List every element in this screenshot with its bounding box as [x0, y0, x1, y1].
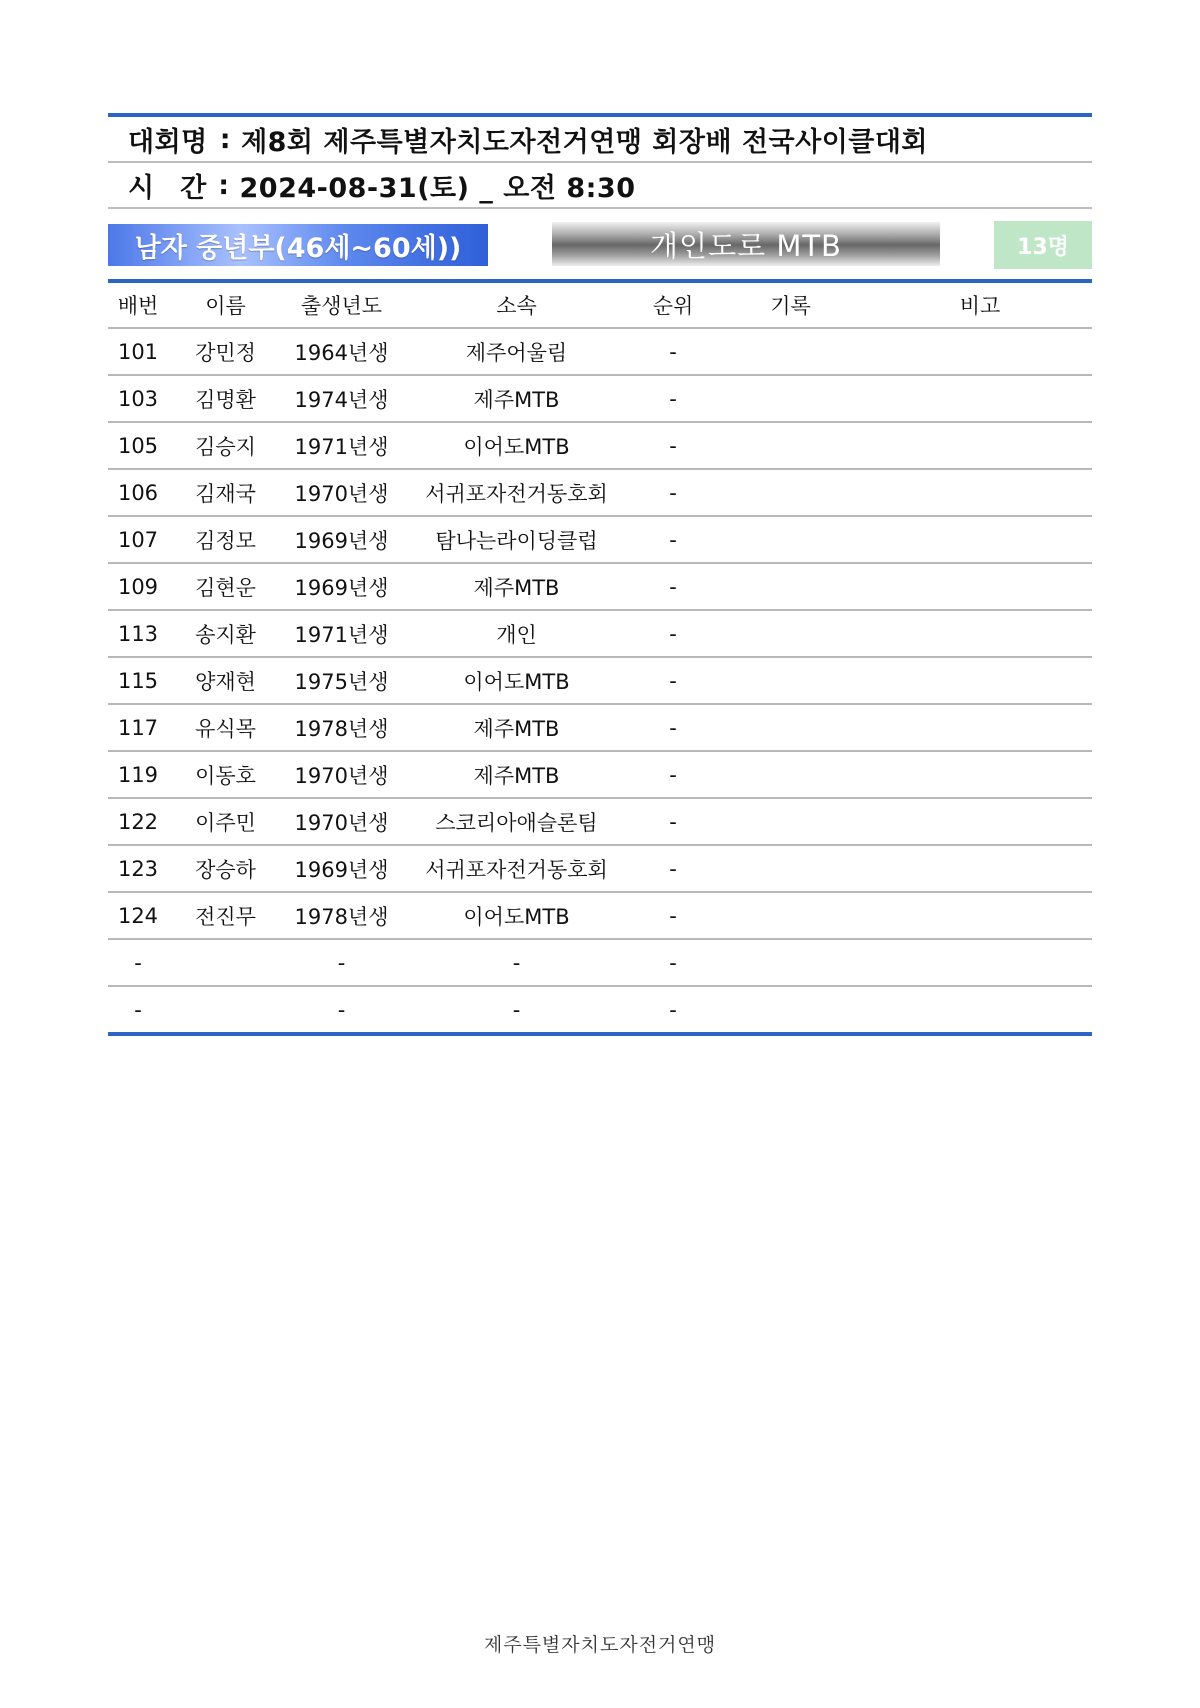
column-header-bib: 배번: [108, 283, 168, 328]
name-cell: 양재현: [168, 657, 283, 704]
event-name-separator: :: [219, 123, 232, 155]
record-cell: [713, 610, 868, 657]
name-cell: 유식목: [168, 704, 283, 751]
table-header-row: [108, 283, 1092, 328]
name-cell: 전진무: [168, 892, 283, 939]
table-row: [108, 845, 1092, 892]
note-cell: [868, 610, 1092, 657]
division-badge: 남자 중년부(46세~60세)): [108, 224, 488, 266]
table-row: [108, 986, 1092, 1032]
column-header-rank: 순위: [633, 283, 713, 328]
time-line: [108, 163, 1092, 209]
name-cell: 김현운: [168, 563, 283, 610]
rank-cell: -: [633, 375, 713, 422]
table-row: [108, 657, 1092, 704]
note-cell: [868, 798, 1092, 845]
table-row: [108, 610, 1092, 657]
birth-year-cell: 1978년생: [283, 892, 400, 939]
name-cell: 이주민: [168, 798, 283, 845]
birth-year-cell: 1970년생: [283, 798, 400, 845]
team-cell: 제주어울림: [400, 328, 633, 375]
rank-cell: -: [633, 422, 713, 469]
record-cell: [713, 563, 868, 610]
table-row: [108, 798, 1092, 845]
birth-year-cell: 1971년생: [283, 610, 400, 657]
time-label: [128, 166, 206, 205]
table-row: [108, 704, 1092, 751]
note-cell: [868, 704, 1092, 751]
bib-cell: 119: [108, 751, 168, 798]
footer-organization: 제주특별자치도자전거연맹: [483, 1634, 717, 1656]
rank-cell: -: [633, 939, 713, 986]
birth-year-cell: 1974년생: [283, 375, 400, 422]
note-cell: [868, 469, 1092, 516]
note-cell: [868, 986, 1092, 1032]
record-cell: [713, 422, 868, 469]
team-cell: 스코리아애슬론팀: [400, 798, 633, 845]
team-cell: 이어도MTB: [400, 657, 633, 704]
bib-cell: 117: [108, 704, 168, 751]
team-cell: 이어도MTB: [400, 422, 633, 469]
birth-year-cell: -: [337, 997, 346, 1022]
name-cell: [168, 986, 283, 1032]
record-cell: [713, 516, 868, 563]
entries-table: [108, 283, 1092, 1032]
rank-cell: -: [633, 328, 713, 375]
name-cell: 송지환: [168, 610, 283, 657]
birth-year-cell: 1970년생: [283, 469, 400, 516]
name-cell: 이동호: [168, 751, 283, 798]
note-cell: [868, 328, 1092, 375]
rank-cell: -: [633, 516, 713, 563]
birth-year-cell: 1969년생: [283, 845, 400, 892]
team-cell: 제주MTB: [400, 375, 633, 422]
event-name-value: 제8회 제주특별자치도자전거연맹 회장배 전국사이클대회: [241, 126, 929, 158]
rank-cell: -: [633, 751, 713, 798]
record-cell: [713, 845, 868, 892]
name-cell: 장승하: [168, 845, 283, 892]
rank-cell: -: [633, 798, 713, 845]
participant-count-badge: 13명: [994, 221, 1092, 269]
note-cell: [868, 657, 1092, 704]
table-row: [108, 516, 1092, 563]
team-cell: 서귀포자전거동호회: [400, 469, 633, 516]
time-value: 2024-08-31(토) _ 오전 8:30: [239, 172, 636, 204]
record-cell: [713, 751, 868, 798]
rank-cell: -: [633, 563, 713, 610]
record-cell: [713, 798, 868, 845]
note-cell: [868, 516, 1092, 563]
record-cell: [713, 375, 868, 422]
team-cell: 개인: [400, 610, 633, 657]
event-name-line: [108, 117, 1092, 163]
birth-year-cell: 1975년생: [283, 657, 400, 704]
birth-year-cell: 1978년생: [283, 704, 400, 751]
column-header-team: 소속: [400, 283, 633, 328]
note-cell: [868, 845, 1092, 892]
name-cell: 김승지: [168, 422, 283, 469]
table-row: [108, 328, 1092, 375]
record-cell: [713, 328, 868, 375]
table-row: [108, 751, 1092, 798]
team-cell: -: [512, 997, 521, 1022]
rank-cell: -: [633, 657, 713, 704]
bib-cell: -: [108, 939, 168, 986]
birth-year-cell: 1970년생: [283, 751, 400, 798]
bib-cell: 124: [108, 892, 168, 939]
table-row: [108, 422, 1092, 469]
birth-year-cell: 1969년생: [283, 516, 400, 563]
team-cell: 제주MTB: [400, 563, 633, 610]
bib-cell: 123: [108, 845, 168, 892]
table-row: [108, 892, 1092, 939]
name-cell: 김재국: [168, 469, 283, 516]
bib-cell: 113: [108, 610, 168, 657]
birth-year-cell: 1969년생: [283, 563, 400, 610]
bib-cell: 101: [108, 328, 168, 375]
table-row: [108, 375, 1092, 422]
time-label-second: 간: [180, 172, 207, 204]
event-type-badge: 개인도로 MTB: [552, 222, 940, 266]
table-row: [108, 939, 1092, 986]
table-row: [108, 563, 1092, 610]
time-separator: :: [218, 169, 230, 201]
column-header-note: 비고: [868, 283, 1092, 328]
note-cell: [868, 751, 1092, 798]
birth-year-cell: 1971년생: [283, 422, 400, 469]
team-cell: 탐나는라이딩클럽: [400, 516, 633, 563]
bib-cell: -: [134, 997, 142, 1022]
team-cell: 제주MTB: [400, 704, 633, 751]
bib-cell: 109: [108, 563, 168, 610]
team-cell: -: [400, 939, 633, 986]
note-cell: [868, 422, 1092, 469]
name-cell: 김정모: [168, 516, 283, 563]
rank-cell: -: [633, 610, 713, 657]
column-header-birth-year: 출생년도: [283, 283, 400, 328]
record-cell: [713, 469, 868, 516]
record-cell: [713, 939, 868, 986]
record-cell: [713, 704, 868, 751]
team-cell: 서귀포자전거동호회: [400, 845, 633, 892]
bib-cell: 115: [108, 657, 168, 704]
record-cell: [713, 657, 868, 704]
birth-year-cell: 1964년생: [283, 328, 400, 375]
bib-cell: 106: [108, 469, 168, 516]
event-name-label: 대회명: [128, 126, 208, 158]
note-cell: [868, 939, 1092, 986]
start-list-sheet: [108, 113, 1092, 1036]
rank-cell: -: [669, 997, 677, 1022]
note-cell: [868, 563, 1092, 610]
rank-cell: -: [633, 845, 713, 892]
bib-cell: 122: [108, 798, 168, 845]
birth-year-cell: -: [283, 939, 400, 986]
note-cell: [868, 375, 1092, 422]
category-row: [108, 209, 1092, 279]
table-bottom-rule: [108, 1032, 1092, 1036]
record-cell: [713, 892, 868, 939]
record-cell: [713, 986, 868, 1032]
team-cell: 이어도MTB: [400, 892, 633, 939]
bib-cell: 107: [108, 516, 168, 563]
team-cell: 제주MTB: [400, 751, 633, 798]
table-row: [108, 469, 1092, 516]
rank-cell: -: [633, 469, 713, 516]
column-header-record: 기록: [713, 283, 868, 328]
time-label-first: 시: [128, 172, 155, 204]
note-cell: [868, 892, 1092, 939]
rank-cell: -: [633, 892, 713, 939]
name-cell: [168, 939, 283, 986]
name-cell: 김명환: [168, 375, 283, 422]
bib-cell: 105: [108, 422, 168, 469]
rank-cell: -: [633, 704, 713, 751]
column-header-name: 이름: [168, 283, 283, 328]
bib-cell: 103: [108, 375, 168, 422]
name-cell: 강민정: [168, 328, 283, 375]
